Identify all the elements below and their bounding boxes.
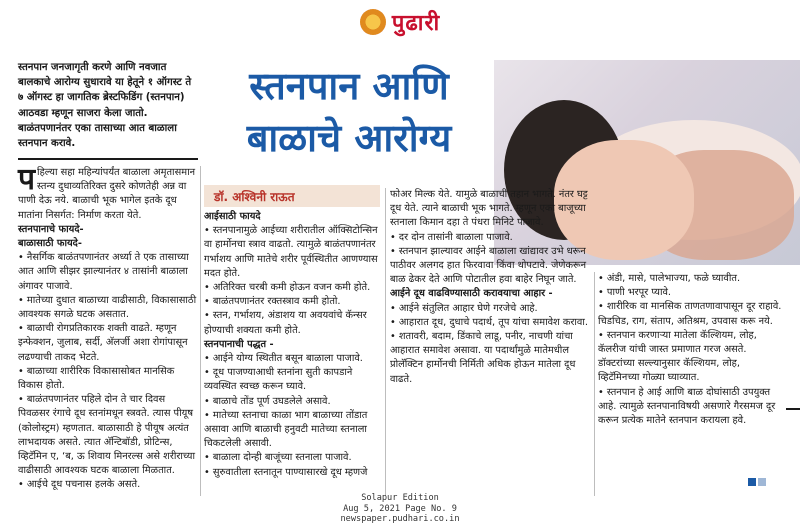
drop-cap: प: [18, 162, 36, 197]
edition-name: Solapur Edition: [361, 493, 439, 503]
list-item: • बाळाची रोगप्रतिकारक शक्ती वाढते. म्हणून इन्फेक्शन, जुलाब, सर्दी, अ‍ॅलर्जी अशा रोगांपासून लढण्याची ताकद भेटते.: [18, 323, 188, 363]
lead-paragraph: स्तनपान जनजागृती करणे आणि नवजात बालकाचे आरोग्य सुधारावे या हेतूने १ ऑगस्ट ते ७ ऑगस्ट हा जागतिक ब्रेस्टफिडिंग (स्तनपान) आठवडा म्हणून साजरा केला जातो. बाळंतपणानंतर एका तासाच्या आत बाळाला स्तनपान करावे.: [18, 62, 192, 150]
list-item: • मातेच्या दुधात बाळाच्या वाढीसाठी, विकासासाठी आवश्यक सगळे घटक असतात.: [18, 294, 197, 321]
column-divider: [200, 166, 201, 496]
list-item: • नैसर्गिक बाळंतपणानंतर अर्ध्या ते एक तासाच्या आत आणि सीझर झाल्यानंतर ४ तासांनी बाळाला अंगावर पाजावे.: [18, 252, 189, 292]
list-item: • शारीरिक वा मानसिक ताणतणावापासून दूर राहावे. चिडचिड, राग, संताप, अतिश्रम, उपवास करू नये.: [598, 301, 782, 327]
column-divider: [385, 188, 386, 496]
list-item: • स्तनपान हे आई आणि बाळ दोघांसाठी उपयुक्त आहे. त्यामुळे स्तनपानाविषयी असणारे गैरसमज दूर करून प्रत्येक मातेने स्तनपान करायला हवे.: [598, 386, 776, 427]
list-item: • बाळाचे तोंड पूर्ण उघडलेले असावे.: [204, 395, 331, 407]
list-item: • स्तनपान करणाऱ्या मातेला कॅल्शियम, लोह, कॅलरीज यांची जास्त प्रमाणात गरज असते. डॉक्टरांच्या सल्ल्यानुसार कॅल्शियम, लोह, व्हिटॅमिनच्या गोळ्या घ्याव्यात.: [598, 329, 757, 384]
edition-footer: [300, 493, 500, 525]
list-item: • शतावरी, बदाम, डिंकाचे लाडू, पनीर, नाचणी यांचा आहारात समावेश असावा. या पदार्थांमुळे मातेमधील प्रोलॅक्टिन हार्मोनची निर्मिती अधिक होऊन मातेला दूध वाढते.: [390, 331, 576, 385]
edition-date-page: Aug 5, 2021 Page No. 9: [343, 503, 457, 514]
lead-divider: [18, 158, 198, 160]
column-2: [204, 210, 380, 480]
list-item: • आईने संतुलित आहार घेणे गरजेचे आहे.: [390, 302, 538, 314]
list-item: • आईचे दूध पचनास हलके असते.: [18, 479, 141, 491]
headline: [204, 60, 494, 180]
column-3: [390, 188, 590, 387]
list-item: • स्तनपान झाल्यावर आईने बाळाला खांद्यावर उभे धरून पाठीवर अलगद हात फिरवावा किंवा थोपटावे. जेणेकरून बाळ ढेकर देते आणि पोटातील हवा बाहेर निघून जाते.: [390, 245, 587, 286]
list-item: • पाणी भरपूर प्यावे.: [598, 287, 672, 299]
list-item: • दर दोन तासांनी बाळाला पाजावे.: [390, 231, 513, 243]
end-mark-icon: [758, 478, 766, 486]
column-divider: [594, 272, 595, 496]
intro-text: हिल्या सहा महिन्यांपर्यंत बाळाला अमृतासमान स्तन्य दुधाव्यतिरिक्त दुसरे कोणतेही अन्न वा पाणी देऊ नये. बाळाची भूक भागेल इतके दूध मातांना निसर्गत: निर्माण करता येते.: [18, 167, 196, 221]
subheading: बाळासाठी फायदे-: [18, 238, 82, 250]
list-item: • आहारात दूध, दुधाचे पदार्थ, तूप यांचा समावेश करावा.: [390, 316, 588, 328]
subheading: आईने दूध वाढविण्यासाठी करावयाचा आहार -: [390, 288, 553, 300]
column-4: [598, 272, 782, 428]
list-item: • बाळंतपणानंतर रक्तस्त्राव कमी होतो.: [204, 296, 341, 308]
list-item: • मातेच्या स्तनाचा काळा भाग बाळाच्या तोंडात असावा आणि बाळाची हनुवटी मातेच्या स्तनाला चिकटलेली असावी.: [204, 409, 368, 450]
list-item: • अतिरिक्त चरबी कमी होऊन वजन कमी होते.: [204, 282, 371, 294]
column-1: [18, 162, 198, 493]
headline-line-1: स्तनपान आणि: [249, 64, 449, 108]
subheading: स्तनपानाची पद्धत -: [204, 338, 274, 350]
seal-icon: [360, 9, 386, 35]
headline-line-2: बाळाचे आरोग्य: [246, 116, 452, 160]
end-mark-icon: [748, 478, 756, 486]
list-item: • स्तन, गर्भाशय, अंडाशय या अवयवांचे कॅन्सर होण्याची शक्यता कमी होते.: [204, 310, 367, 336]
list-item: • दूध पाजण्याआधी स्तनांना सुती कापडाने व्यवस्थित स्वच्छ करून घ्यावे.: [204, 367, 353, 393]
list-item: • अंडी, मासे, पालेभाज्या, फळे घ्यावीत.: [598, 273, 741, 284]
list-item: • बाळाच्या शारीरिक विकासासोबत मानसिक विकास होतो.: [18, 365, 175, 392]
edition-site: newspaper.pudhari.co.in: [340, 514, 460, 524]
list-item: • स्तनपानामुळे आईच्या शरीरातील ऑक्सिटोन्सिन वा हार्मोनचा स्त्राव वाढतो. त्यामुळे बाळंतपणानंतर गर्भाशय आणि मातेचे शरीर पूर्वस्थितीत आणण्यास मदत होते.: [204, 225, 378, 279]
brand-logo: पुढारी: [391, 11, 441, 36]
subheading: स्तनपानाचे फायदे-: [18, 223, 84, 235]
list-item: • आईने योग्य स्थितीत बसून बाळाला पाजावे.: [204, 353, 363, 365]
subheading: आईसाठी फायदे: [204, 211, 261, 222]
author-byline: डॉ. अश्‍विनी राऊत: [204, 185, 380, 207]
list-item: • बाळाला दोन्ही बाजूंच्या स्तनाला पाजावे.: [204, 452, 352, 464]
list-item: • बाळंतपणानंतर पहिले दोन ते चार दिवस पिवळसर रंगाचे दूध स्तनांमधून स्त्रवते. त्यास पीयूष (कोलोस्ट्रम) म्हणतात. बाळासाठी हे पीयूष अत्यंत लाभदायक असते. त्यात अ‍ॅन्टिबॉडी, प्रोटिन्स, व्हिटॅमिन ए, ‘ब, ऊ शिवाय मिनरल्स असे शरीराच्या वाढीसाठी आवश्यक घटक बाळाला मिळतात.: [18, 394, 196, 477]
paragraph: फोअर मिल्क येते. यामुळे बाळाची तहान भागते. नंतर घट्ट दूध येते. त्याने बाळाची भूक भागते. म्हणून एका बाजूच्या स्तनाला किमान दहा ते पंधरा मिनिटे पाजावे.: [390, 189, 588, 229]
page-edge-mark: [786, 408, 800, 410]
list-item: • सुरुवातीला स्तनातून पाण्यासारखे दूध म्हणजे: [204, 466, 368, 478]
masthead: [0, 0, 800, 44]
